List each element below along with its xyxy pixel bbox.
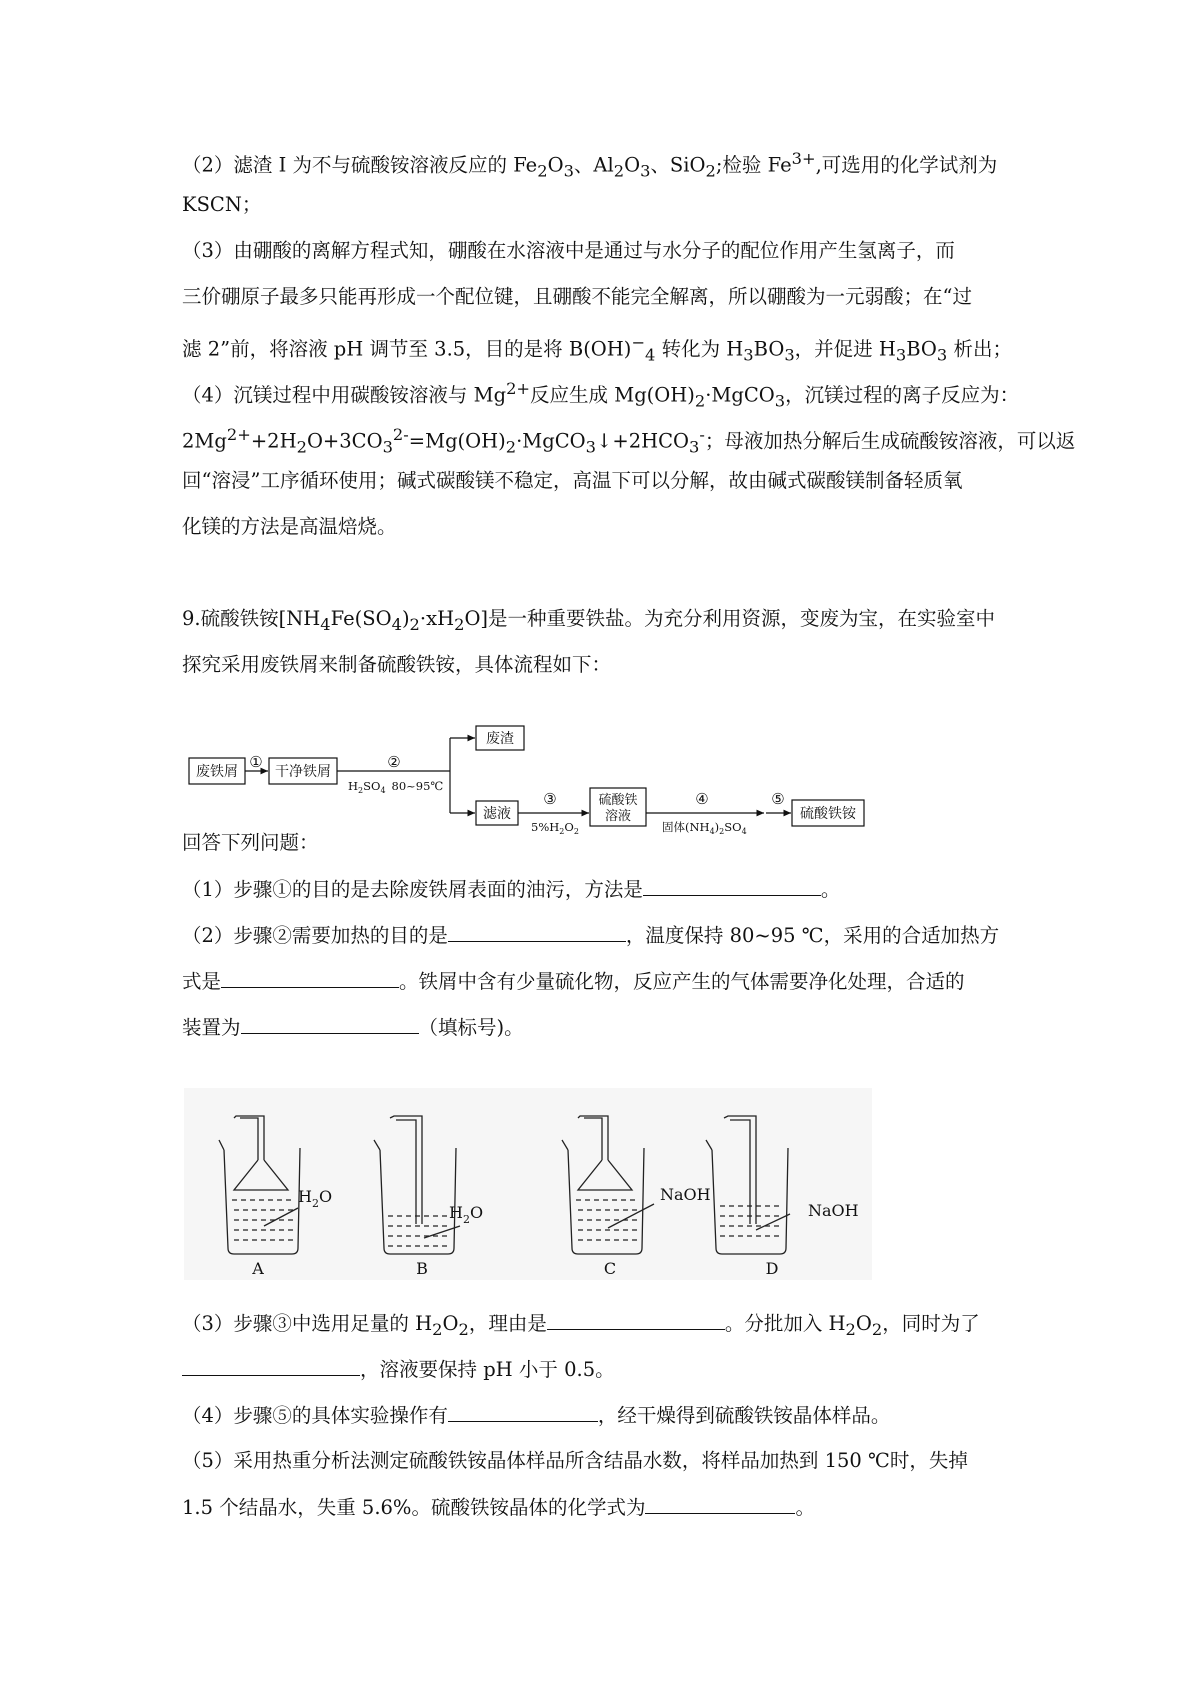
label-ferric-sulfate-1: 硫酸铁 — [598, 793, 638, 808]
subquestion-5-line-2: 1.5 个结晶水，失重 5.6%。硫酸铁铵晶体的化学式为 。 — [182, 1496, 815, 1519]
gas-absorption-apparatus-figure — [184, 1088, 872, 1280]
liquid-label-b: $H_2O$ — [449, 1203, 484, 1226]
condition-h2so4: $H_2SO_4$ 80~95℃ — [348, 779, 444, 795]
question-9-line-1: 9.硫酸铁铵$[NH_4Fe(SO_4)_2\cdot xH_2O]$是一种重要铁盐。为充分利用资源，变废为宝，在实验室中 — [182, 607, 996, 634]
subquestion-2-line-2: 式是 。铁屑中含有少量硫化物，反应产生的气体需要净化处理，合适的 — [182, 970, 965, 993]
subquestion-2-line-1: （2）步骤②需要加热的目的是 ，温度保持 80~95 ℃，采用的合适加热方 — [182, 924, 1000, 947]
subquestion-4: （4）步骤⑤的具体实验操作有 ，经干燥得到硫酸铁铵晶体样品。 — [182, 1404, 891, 1427]
answer-blank-1[interactable] — [643, 876, 821, 896]
answer-blank-3a[interactable] — [547, 1310, 725, 1330]
subquestion-3-line-1: （3）步骤③中选用足量的 $H_2O_2$，理由是 。分批加入 $H_2O_2$，同时为了 — [182, 1312, 980, 1339]
answer-4-line-3: 回“溶浸”工序循环使用；碱式碳酸镁不稳定，高温下可以分解，故由碱式碳酸镁制备轻质氧 — [182, 469, 963, 492]
apparatus-label-c: C — [603, 1259, 617, 1278]
step-4-marker: ④ — [695, 790, 709, 808]
label-waste-iron: 废铁屑 — [196, 764, 238, 780]
answer-2-line-2: KSCN； — [182, 193, 262, 216]
answer-3-line-1: （3）由硼酸的离解方程式知，硼酸在水溶液中是通过与水分子的配位作用产生氢离子，而 — [182, 239, 955, 262]
answer-blank-5[interactable] — [645, 1494, 795, 1514]
label-filtrate: 滤液 — [483, 806, 511, 822]
subquestion-2-line-3: 装置为 （填标号)。 — [182, 1016, 524, 1039]
step-5-marker: ⑤ — [771, 790, 785, 808]
liquid-label-c: NaOH — [660, 1185, 711, 1204]
apparatus-label-a: A — [252, 1259, 264, 1278]
subquestion-1: （1）步骤①的目的是去除废铁屑表面的油污，方法是 。 — [182, 878, 841, 901]
answer-blank-3b[interactable] — [182, 1356, 360, 1376]
liquid-label-a: $H_2O$ — [298, 1187, 333, 1210]
answer-blank-4[interactable] — [448, 1402, 598, 1422]
label-product: 硫酸铁铵 — [800, 806, 856, 822]
step-1-marker: ① — [249, 753, 263, 771]
answer-blank-2c[interactable] — [241, 1014, 419, 1034]
answer-4-line-2: $2Mg^{2+}+2H_2O+3CO_3^{2-}=Mg(OH)_2\cdot MgCO_3↓+2HCO_3^-$；母液加热分解后生成硫酸铵溶液，可以返 — [182, 425, 1076, 457]
label-ferric-sulfate-2: 溶液 — [604, 809, 632, 824]
step-2-marker: ② — [387, 753, 401, 771]
answer-blank-2b[interactable] — [221, 968, 399, 988]
answer-3-line-3: 滤 2”前，将溶液 pH 调节至 3.5，目的是将 $B(OH)^-_4$ 转化为 $H_3BO_3$，并促进 $H_3BO_3$ 析出； — [182, 333, 1012, 365]
label-residue: 废渣 — [486, 731, 514, 747]
answer-blank-2a[interactable] — [448, 922, 626, 942]
answer-4-line-1: （4）沉镁过程中用碳酸铵溶液与 $Mg^{2+}$反应生成 $Mg(OH)_2\cdot MgCO_3$，沉镁过程的离子反应为： — [182, 379, 1020, 411]
condition-h2o2: $5\%H_2O_2$ — [531, 820, 579, 836]
apparatus-label-d: D — [765, 1259, 779, 1278]
question-9-line-2: 探究采用废铁屑来制备硫酸铁铵，具体流程如下： — [182, 653, 612, 676]
subquestion-3-line-2: ，溶液要保持 pH 小于 0.5。 — [182, 1356, 615, 1383]
answer-4-line-4: 化镁的方法是高温焙烧。 — [182, 515, 397, 538]
label-clean-iron: 干净铁屑 — [275, 764, 331, 780]
step-3-marker: ③ — [543, 790, 557, 808]
answer-prompt: 回答下列问题： — [182, 831, 319, 854]
liquid-label-d: NaOH — [808, 1201, 859, 1220]
subquestion-5-line-1: （5）采用热重分析法测定硫酸铁铵晶体样品所含结晶水数，将样品加热到 150 ℃时，失掉 — [182, 1449, 968, 1472]
condition-ammonium-sulfate: 固体$(NH_4)_2SO_4$ — [662, 820, 747, 836]
answer-2-line-1: （2）滤渣 I 为不与硫酸铵溶液反应的 $Fe_2O_3$、$Al_2O_3$、SiO$_2$;检验 $Fe^{3+}$,可选用的化学试剂为 — [182, 149, 998, 181]
answer-3-line-2: 三价硼原子最多只能再形成一个配位键，且硼酸不能完全解离，所以硼酸为一元弱酸；在“过 — [182, 285, 972, 308]
apparatus-label-b: B — [416, 1259, 428, 1278]
